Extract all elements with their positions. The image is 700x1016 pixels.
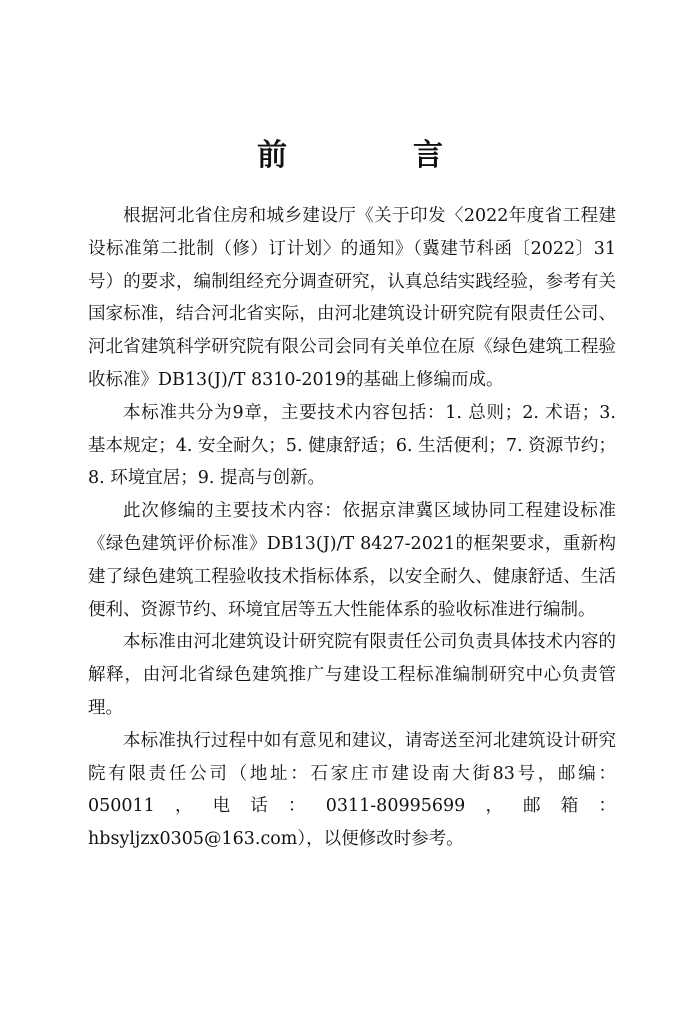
paragraph-revision-content: 此次修编的主要技术内容：依据京津冀区域协同工程建设标准《绿色建筑评价标准》DB13(J)/T 8427-2021的框架要求，重新构建了绿色建筑工程验收技术指标体系，以安全耐久、健康舒适、生活便利、资源节约、环境宜居等五大性能体系的验收标准进行编制。 [88,501,616,620]
paragraph-interpretation: 本标准由河北建筑设计研究院有限责任公司负责具体技术内容的解释，由河北省绿色建筑推广与建设工程标准编制研究中心负责管理。 [88,632,616,718]
document-body [88,200,616,856]
paragraph-background: 根据河北省住房和城乡建设厅《关于印发〈2022年度省工程建设标准第二批制（修）订计划〉的通知》（冀建节科函〔2022〕31号）的要求，编制组经充分调查研究，认真总结实践经验，参考有关国家标准，结合河北省实际，由河北建筑设计研究院有限责任公司、河北省建筑科学研究院有限公司会同有关单位在原《绿色建筑工程验收标准》DB13(J)/T 8310-2019的基础上修编而成。 [88,206,616,390]
paragraph-contact: 本标准执行过程中如有意见和建议，请寄送至河北建筑设计研究院有限责任公司（地址：石家庄市建设南大街83号，邮编：050011，电话：0311-80995699，邮箱：hbsyljzx0305@163.com），以便修改时参考。 [88,730,616,850]
page-title: 前 言 [257,138,491,173]
paragraph-chapters: 本标准共分为9章，主要技术内容包括：1. 总则；2. 术语；3. 基本规定；4. 安全耐久；5. 健康舒适；6. 生活便利；7. 资源节约；8. 环境宜居；9. 提高与创新。 [88,402,616,489]
